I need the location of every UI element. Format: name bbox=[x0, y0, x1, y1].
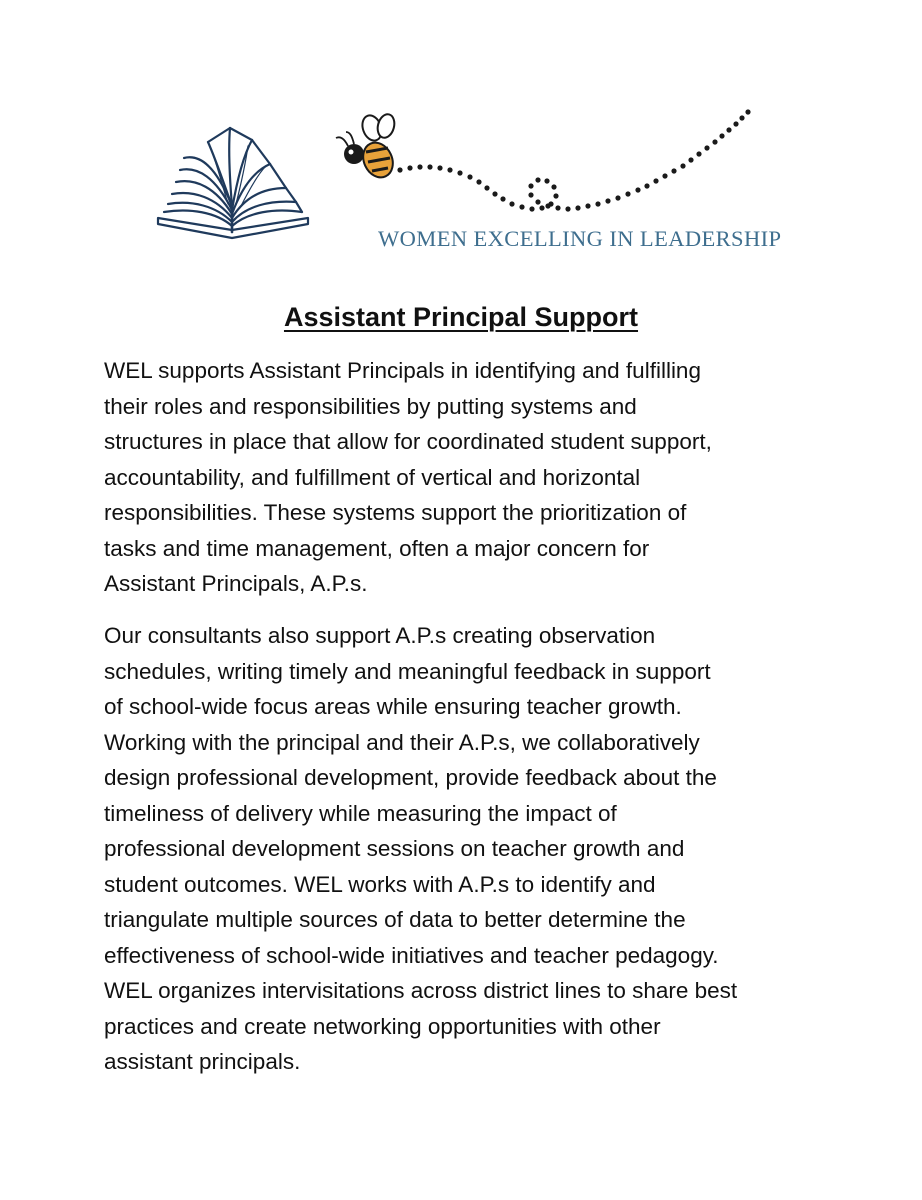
paragraph-line: professional development sessions on teacher growth and bbox=[104, 836, 685, 861]
paragraph-line: practices and create networking opportunities with other bbox=[104, 1013, 661, 1039]
paragraph-line: effectiveness of school-wide initiatives and teacher pedagogy. bbox=[104, 942, 719, 968]
paragraph-line: design professional development, provide feedback about the bbox=[104, 765, 717, 790]
paragraph-line: their roles and responsibilities by putting systems and bbox=[104, 393, 637, 419]
org-name: WOMEN EXCELLING IN LEADERSHIP bbox=[378, 226, 782, 251]
paragraph-line: Working with the principal and their A.P.s, we collaboratively bbox=[104, 729, 700, 755]
paragraph-line: WEL supports Assistant Principals in identifying and fulfilling bbox=[104, 358, 701, 383]
wel-logo bbox=[150, 108, 782, 268]
flight-trail-dots bbox=[397, 109, 750, 211]
paragraph-line: structures in place that allow for coordinated student support, bbox=[104, 429, 712, 454]
paragraph-line: assistant principals. bbox=[104, 1049, 301, 1074]
paragraph-line: tasks and time management, often a major concern for bbox=[104, 535, 650, 561]
paragraph-line: Our consultants also support A.P.s creating observation bbox=[104, 623, 656, 648]
paragraph-line: WEL organizes intervisitations across district lines to share best bbox=[104, 978, 738, 1003]
paragraph-line: triangulate multiple sources of data to better determine the bbox=[104, 907, 686, 932]
open-book-icon bbox=[158, 128, 308, 238]
paragraph-line: timeliness of delivery while measuring the impact of bbox=[104, 800, 617, 826]
paragraph-line: responsibilities. These systems support the prioritization of bbox=[104, 500, 687, 525]
paragraph-2 bbox=[104, 618, 824, 1080]
paragraph-line: accountability, and fulfillment of vertical and horizontal bbox=[104, 464, 641, 490]
paragraph-line: of school-wide focus areas while ensuring teacher growth. bbox=[104, 694, 682, 719]
paragraph-line: schedules, writing timely and meaningful feedback in support bbox=[104, 658, 711, 684]
page-title: Assistant Principal Support bbox=[283, 302, 639, 332]
paragraph-1 bbox=[104, 353, 824, 602]
paragraph-line: Assistant Principals, A.P.s. bbox=[104, 571, 368, 596]
bee-icon bbox=[336, 112, 398, 182]
paragraph-line: student outcomes. WEL works with A.P.s to identify and bbox=[104, 871, 656, 897]
